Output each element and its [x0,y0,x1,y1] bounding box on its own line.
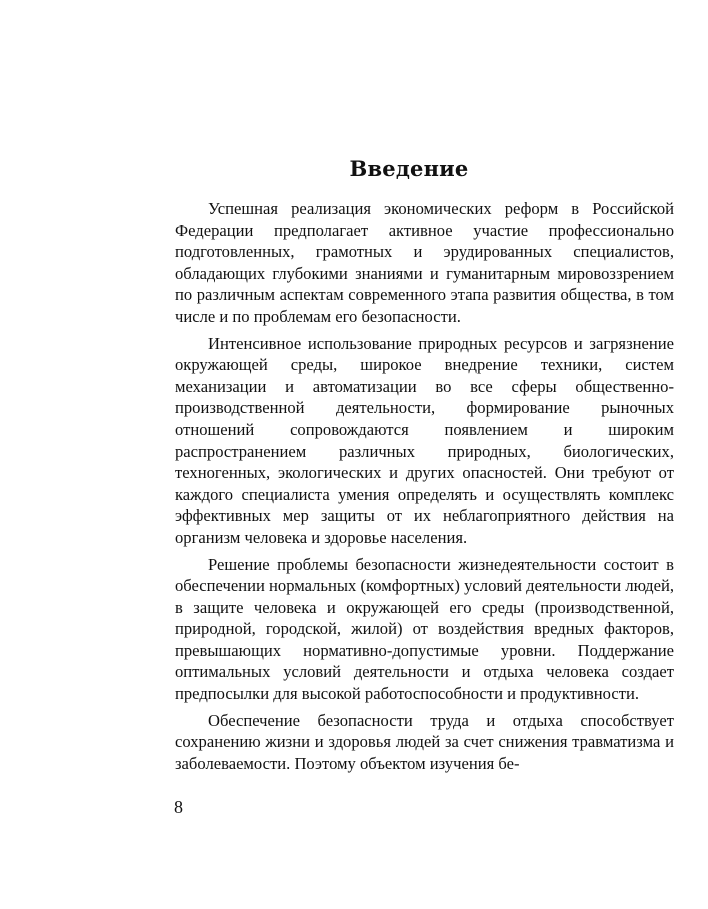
body-text [175,198,674,774]
paragraph-3: Решение проблемы безопасности жизнедеятельности состоит в обеспечении нормальных (комфортных) условий деятельности людей, в защите человека и окружающей его среды (производственной, природной, городской, жилой) от воздействия вредных факторов, превышающих нормативно-допустимые уровни. Поддержание оптимальных условий деятельности и отдыха человека создает предпосылки для высокой работоспособности и продуктивности. [175,554,674,704]
paragraph-1: Успешная реализация экономических реформ в Российской Федерации предполагает активное участие профессионально подготовленных, грамотных и эрудированных специалистов, обладающих глубокими знаниями и гуманитарным мировоззрением по различным аспектам современного этапа развития общества, в том числе и по проблемам его безопасности. [175,199,674,326]
page-number: 8 [174,797,183,817]
paragraph-4: Обеспечение безопасности труда и отдыха способствует сохранению жизни и здоровья людей за счет снижения травматизма и заболеваемости. Поэтому объектом изучения бе- [175,710,674,773]
paragraph-2: Интенсивное использование природных ресурсов и загрязнение окружающей среды, широкое внедрение техники, систем механизации и автоматизации во все сферы общественно-производственной деятельности, формирование рыночных отношений сопровождаются появлением и широким распространением различных природных, биологических, техногенных, экологических и других опасностей. Они требуют от каждого специалиста умения определять и осуществлять комплекс эффективных мер защиты от их неблагоприятного действия на организм человека и здоровье населения. [175,333,674,547]
chapter-title: Введение [349,156,469,181]
